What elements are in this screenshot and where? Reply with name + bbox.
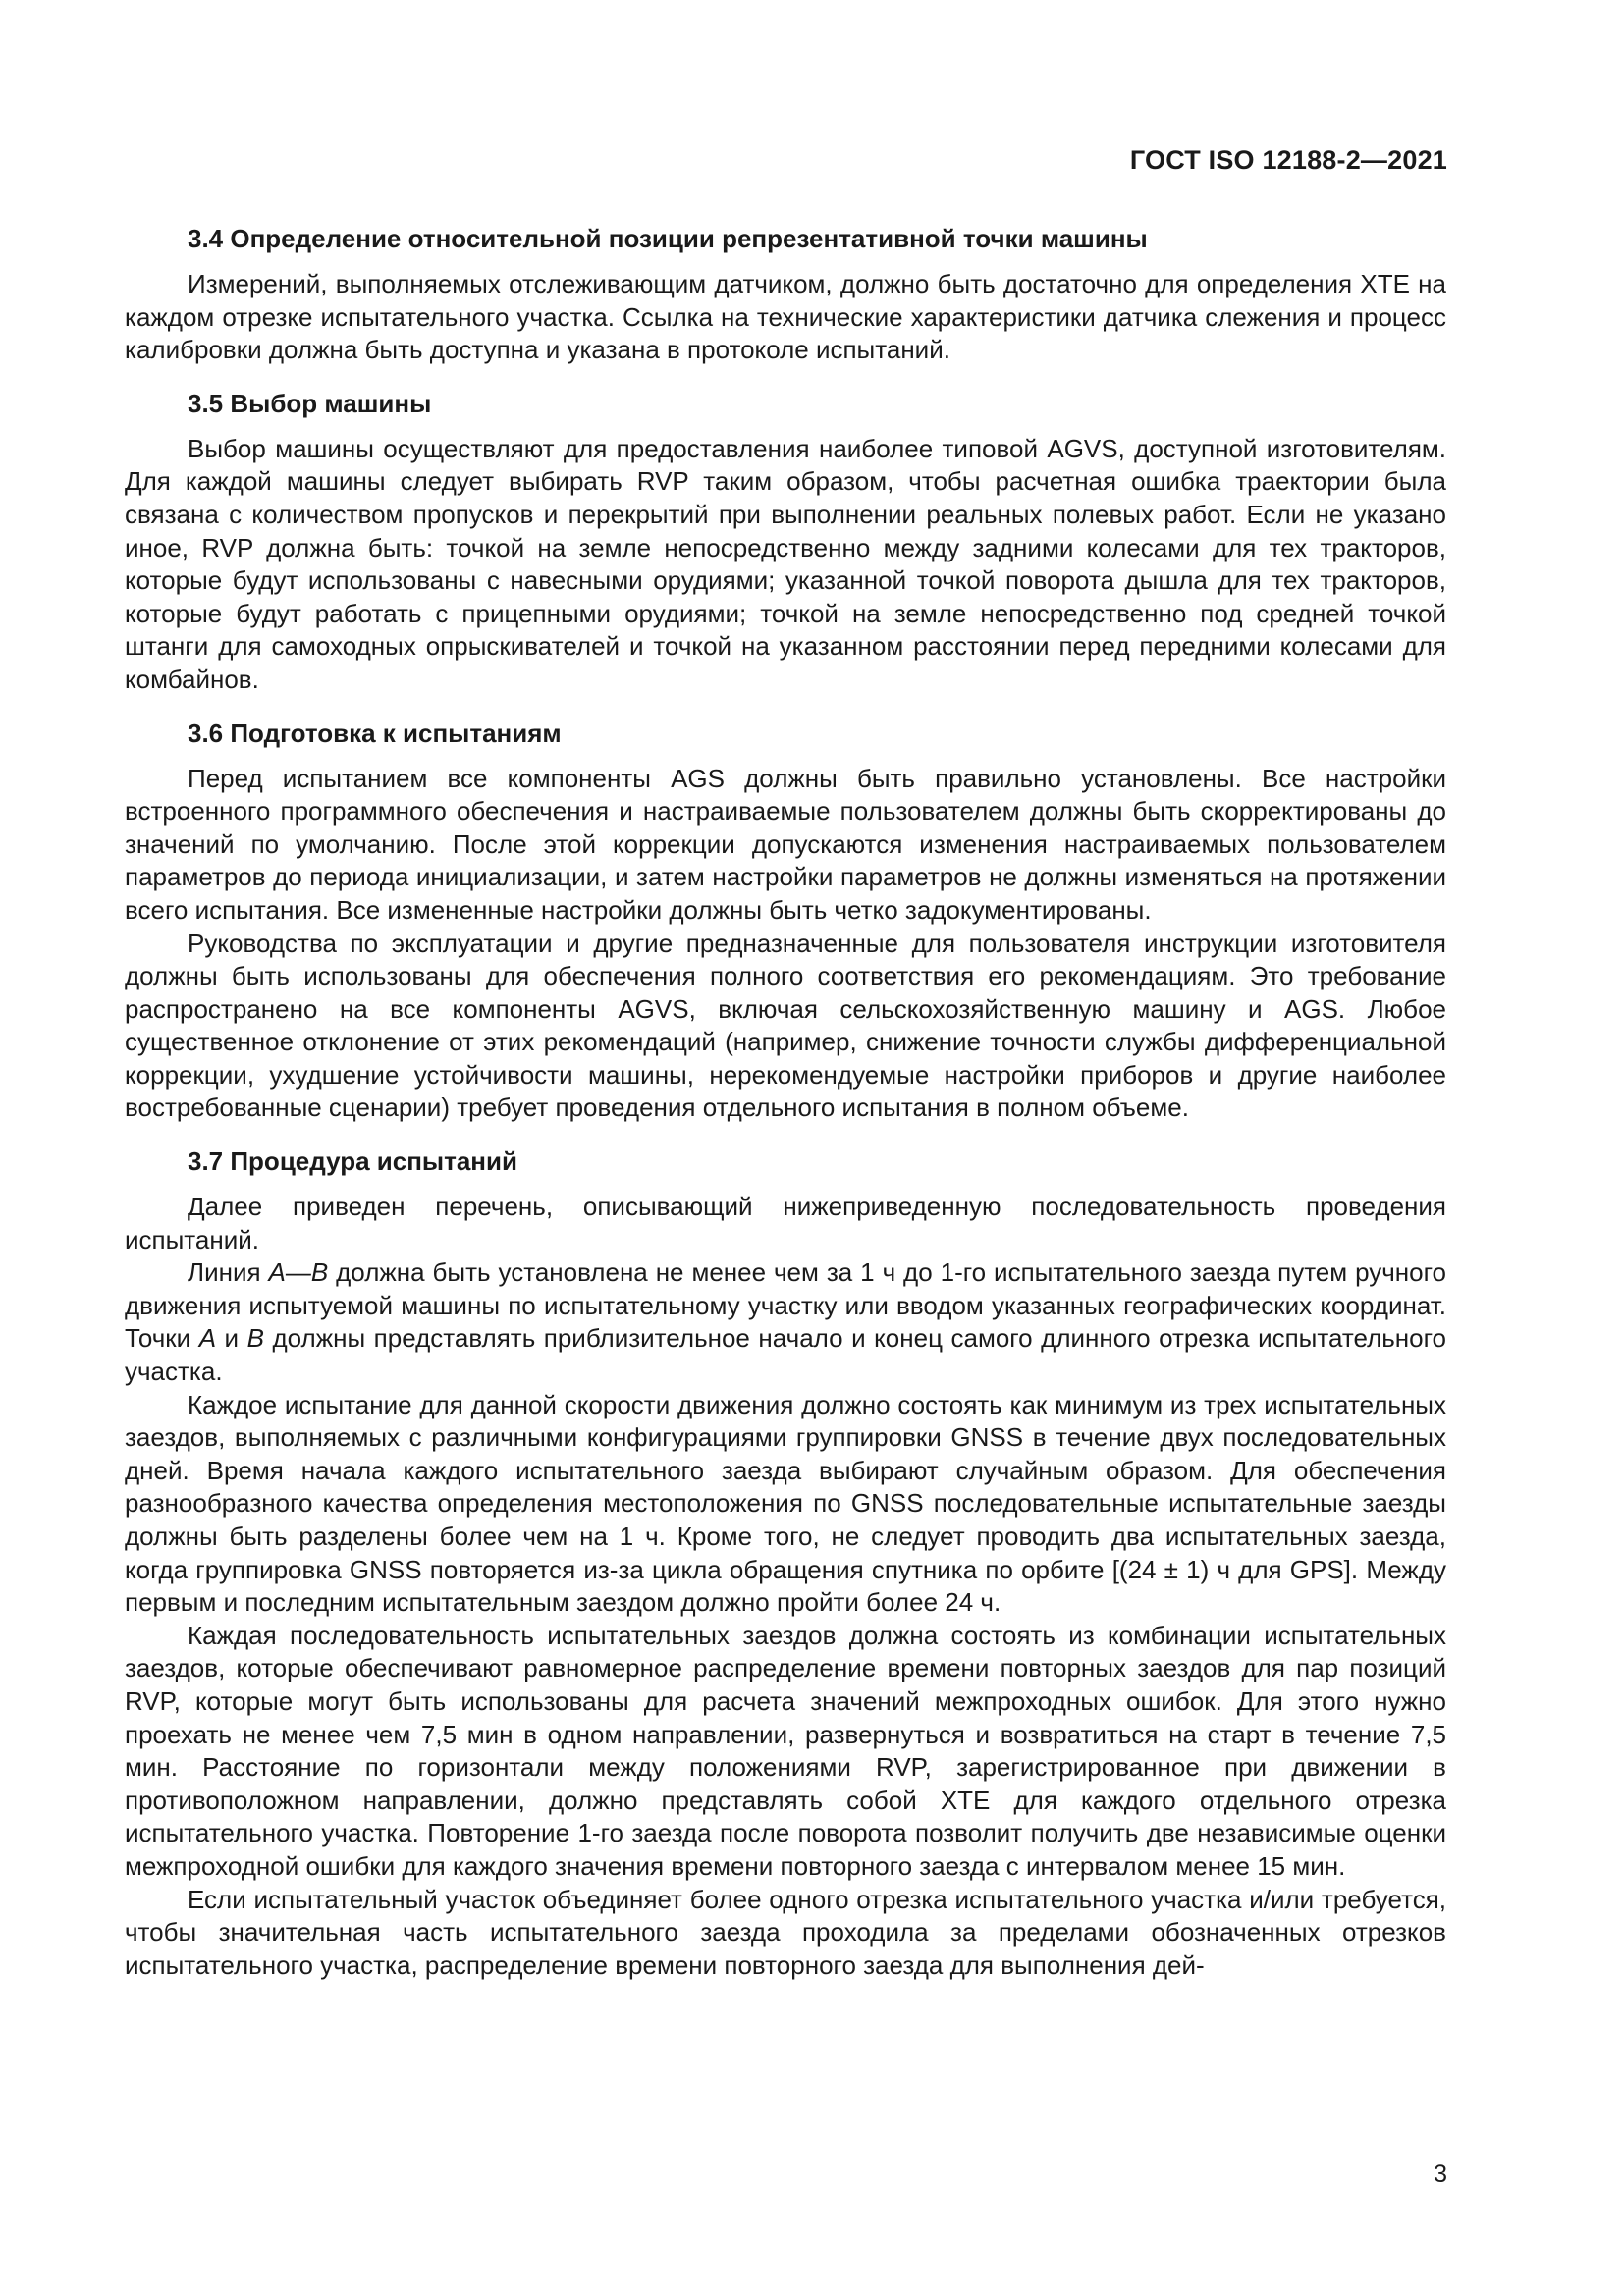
section-title: 3.5 Выбор машины	[188, 388, 432, 418]
section-title: 3.4 Определение относительной позиции репрезентативной точки машины	[188, 224, 1148, 253]
section-title: 3.7 Процедура испытаний	[188, 1147, 517, 1177]
document-code-header: ГОСТ ISO 12188-2—2021	[1129, 145, 1447, 175]
section-3-4	[125, 222, 1446, 367]
paragraph: Каждая последовательность испытательных заездов должна состоять из комбинации испытательных заездов, которые обеспечивают равномерное распределение времени повторных заездов для пар позиций RVP, которые могут быть использованы для расчета значений межпроходных ошибок. Для этого нужно проехать не менее чем 7,5 мин в одном направлении, развернуться и возвратиться на старт в течение 7,5 мин. Расстояние по горизонтали между положениями RVP, зарегистрированное при движении в противоположном направлении, должно представлять собой XTE для каждого отдельного отрезка испытательного участка. Повторение 1-го заезда после поворота позволит получить две независимые оценки межпроходной ошибки для каждого значения времени повторного заезда с интервалом менее 15 мин.	[125, 1620, 1446, 1881]
document-body	[125, 222, 1446, 1982]
paragraph: Выбор машины осуществляют для предоставления наиболее типовой AGVS, доступной изготовителям. Для каждой машины следует выбирать RVP таким образом, чтобы расчетная ошибка траектории была связана с количеством пропусков и перекрытий при выполнении реальных полевых работ. Если не указано иное, RVP должна быть: точкой на земле непосредственно между задними колесами для тех тракторов, которые будут использованы с навесными орудиями; указанной точкой поворота дышла для тех тракторов, которые будут работать с прицепными орудиями; точкой на земле непосредственно под средней точкой штанги для самоходных опрыскивателей и точкой на указанном расстоянии перед передними колесами для комбайнов.	[125, 433, 1446, 694]
paragraph: Если испытательный участок объединяет более одного отрезка испытательного участка и/или требуется, чтобы значительная часть испытательного заезда проходила за пределами обозначенных отрезков испытательного участка, распределение времени повторного заезда для выполнения дей-	[125, 1884, 1446, 1980]
paragraph: Измерений, выполняемых отслеживающим датчиком, должно быть достаточно для определения XTE на каждом отрезке испытательного участка. Ссылка на технические характеристики датчика слежения и процесс калибровки должна быть доступна и указана в протоколе испытаний.	[125, 269, 1446, 365]
paragraph: Перед испытанием все компоненты AGS должны быть правильно установлены. Все настройки встроенного программного обеспечения и настраиваемые пользователем должны быть скорректированы до значений по умолчанию. После этой коррекции допускаются изменения настраиваемых пользователем параметров до периода инициализации, и затем настройки параметров не должны изменяться на протяжении всего испытания. Все измененные настройки должны быть четко задокументированы.	[125, 763, 1446, 925]
section-3-5	[125, 387, 1446, 697]
section-3-6	[125, 717, 1446, 1126]
section-3-7	[125, 1145, 1446, 1982]
section-title: 3.6 Подготовка к испытаниям	[188, 718, 562, 748]
paragraph: Линия А—В должна быть установлена не менее чем за 1 ч до 1-го испытательного заезда путем ручного движения испытуемой машины по испытательному участку или вводом указанных географических координат. Точки А и В должны представлять приблизительное начало и конец самого длинного отрезка испытательного участка.	[125, 1257, 1446, 1387]
paragraph: Каждое испытание для данной скорости движения должно состоять как минимум из трех испытательных заездов, выполняемых с различными конфигурациями группировки GNSS в течение двух последовательных дней. Время начала каждого испытательного заезда выбирают случайным образом. Для обеспечения разнообразного качества определения местоположения по GNSS последовательные испытательные заезды должны быть разделены более чем на 1 ч. Кроме того, не следует проводить два испытательных заезда, когда группировка GNSS повторяется из-за цикла обращения спутника по орбите [(24 ± 1) ч для GPS]. Между первым и последним испытательным заездом должно пройти более 24 ч.	[125, 1389, 1446, 1618]
paragraph: Руководства по эксплуатации и другие предназначенные для пользователя инструкции изготовителя должны быть использованы для обеспечения полного соответствия его рекомендациям. Это требование распространено на все компоненты AGVS, включая сельскохозяйственную машину и AGS. Любое существенное отклонение от этих рекомендаций (например, снижение точности службы дифференциальной коррекции, ухудшение устойчивости машины, нерекомендуемые настройки приборов и другие наиболее востребованные сценарии) требует проведения отдельного испытания в полном объеме.	[125, 928, 1446, 1123]
paragraph: Далее приведен перечень, описывающий нижеприведенную последовательность проведения испытаний.	[125, 1192, 1446, 1255]
page-number: 3	[1434, 2161, 1447, 2188]
